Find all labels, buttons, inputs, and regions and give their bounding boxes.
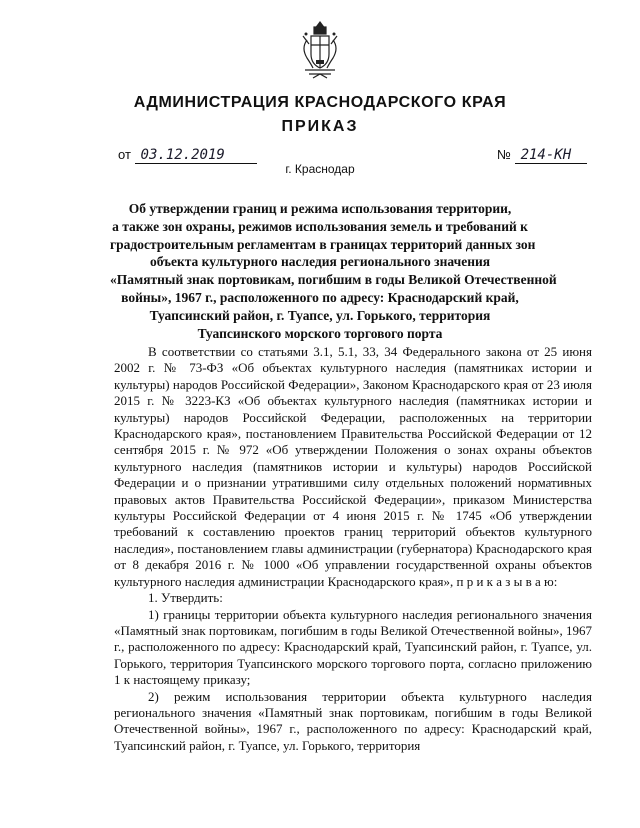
title-line: «Памятный знак портовикам, погибшим в годы Великой Отечественной [110,272,557,288]
document-type: ПРИКАЗ [281,118,359,135]
title-line: Об утверждении границ и режима использования территории, [128,201,512,216]
clause-1-item-1: 1) границы территории объекта культурного наследия регионального значения «Памятный знак портовикам, погибшим в годы Великой Отечественной войны», 1967 г., расположенного по адресу: Краснодарский край, Туапсинский район, г. Туапсе, ул. Горького, территория Туапсинского морского торгового порта, согласно приложению 1 к настоящему приказу; [114,606,592,688]
title-line: а также зон охраны, режимов использования земель и требований к [112,218,528,234]
clause-1-item-2: 2) режим использования территории объекта культурного наследия регионального значения «Памятный знак портовикам, погибшим в годы Великой Отечественной войны», 1967 г., расположенного по адресу: Краснодарский край, Туапсинский район, г. Туапсе, ул. Горького, территория [114,688,592,753]
clause-1: 1. Утвердить: [148,590,223,606]
preamble-paragraph: В соответствии со статьями 3.1, 5.1, 33, 34 Федерального закона от 25 июня 2002 г. № 73-ФЗ «Об объектах культурного наследия (памятниках истории и культуры) народов Российской Федерации», Законом Краснодарского края от 23 июля 2015 г. № 3223-КЗ «Об объектах культурного наследия (памятниках истории и культуры) народов Российской Федерации, расположенных на территории Краснодарского края», постановлением Правительства Российской Федерации от 12 сентября 2015 г. № 972 «Об утверждении Положения о зонах охраны объектов культурного наследия (памятников истории и культуры) народов Российской Федерации и о признании утратившими силу отдельных положений нормативных правовых актов Правительства Российской Федерации», приказом Министерства культуры Российской Федерации от 4 июня 2015 г. № 1745 «Об утверждении требований к составлению проектов границ территорий объектов культурного наследия», постановлением главы администрации (губернатора) Краснодарского края от 8 декабря 2016 г. № 1000 «Об управлении государственной охраны объектов культурного наследия администрации Краснодарского края», п р и к а з ы в а ю: [114,344,592,589]
coat-of-arms-emblem [299,20,341,82]
number-prefix: № [497,147,511,162]
title-line: Туапсинский район, г. Туапсе, ул. Горького, территория [149,307,491,323]
title-line: объекта культурного наследия регионального значения [149,254,491,270]
organization-name: АДМИНИСТРАЦИЯ КРАСНОДАРСКОГО КРАЯ [133,94,507,111]
number-value: 214-КН [515,147,587,164]
title-line: Туапсинского морского торгового порта [197,325,443,341]
date-prefix: от [118,147,131,162]
title-line: войны», 1967 г., расположенного по адресу: Краснодарский край, [121,289,519,305]
title-line: градостроительным регламентам в границах территорий данных зон [110,236,536,252]
city-name: г. Краснодар [285,162,355,176]
date-value: 03.12.2019 [135,147,257,164]
document-title [110,200,557,342]
document-body [114,344,592,754]
